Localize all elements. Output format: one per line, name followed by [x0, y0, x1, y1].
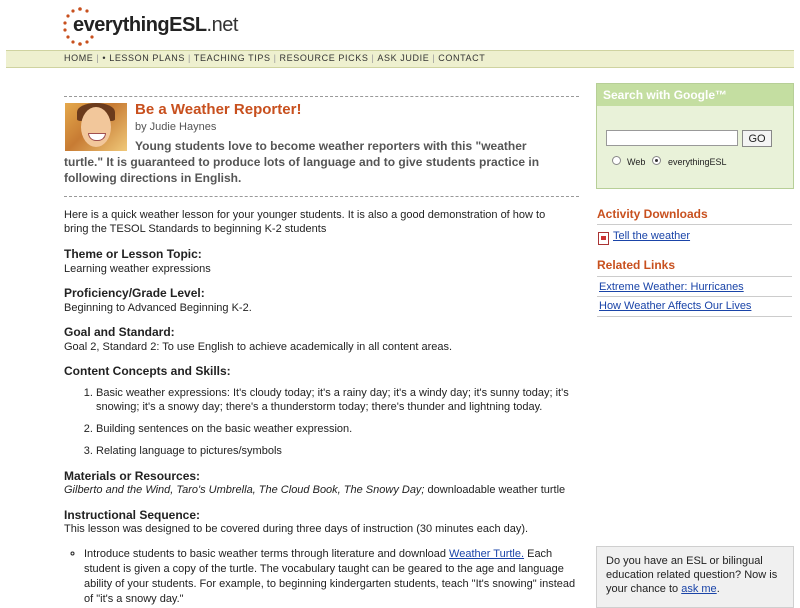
ask-me-link[interactable]: ask me [681, 583, 717, 595]
sequence-text: This lesson was designed to be covered during three days of instruction (30 minutes each day). [64, 523, 529, 535]
radio-web[interactable] [612, 156, 621, 165]
proficiency-heading: Proficiency/Grade Level: [64, 286, 205, 300]
theme-text: Learning weather expressions [64, 263, 211, 275]
nav-contact[interactable]: CONTACT [438, 53, 486, 63]
materials-book-titles: Gilberto and the Wind, Taro's Umbrella, The Cloud Book, The Snowy Day; [64, 484, 425, 496]
related-link-weather-affects[interactable]: How Weather Affects Our Lives [599, 300, 752, 312]
materials-rest: downloadable weather turtle [424, 484, 566, 496]
materials-text [64, 484, 565, 496]
tell-the-weather-link[interactable]: Tell the weather [613, 230, 691, 242]
list-item: 2. Building sentences on the basic weather expression. [96, 422, 596, 436]
proficiency-text: Beginning to Advanced Beginning K-2. [64, 302, 252, 314]
sequence-list [64, 547, 584, 607]
nav-ask-judie[interactable]: ASK JUDIE [377, 53, 430, 63]
ask-judie-box [596, 546, 794, 608]
goal-text: Goal 2, Standard 2: To use English to achieve academically in all content areas. [64, 341, 453, 353]
dashed-divider [64, 196, 579, 197]
search-input[interactable] [606, 130, 738, 146]
dashed-divider [64, 96, 579, 97]
materials-heading: Materials or Resources: [64, 469, 201, 483]
article-intro: Young students love to become weather reporters with this "weather turtle." It is guaranteed to produce lots of language and to give students practice in following directions in English. [64, 139, 540, 185]
divider [597, 224, 792, 225]
search-box-title: Search with Google™ [597, 84, 793, 106]
site-logo[interactable] [62, 6, 262, 46]
author-byline: by Judie Haynes [135, 121, 217, 133]
list-item: 3. Relating language to pictures/symbols [96, 444, 596, 458]
list-item: ◦ Introduce students to basic weather terms through literature and download Weather Turtle. Each student is given a copy of the turtle. The vocabulary taught can be geared to the age and language ability of your students. For example, to beginning kindergarten students, teach "It's snowing" instead of "it's a snowy day." [84, 547, 584, 607]
divider [597, 296, 792, 297]
weather-turtle-link[interactable]: Weather Turtle. [449, 548, 525, 560]
divider [597, 316, 792, 317]
nav-lesson-plans[interactable]: • LESSON PLANS [102, 53, 185, 63]
related-link-hurricanes[interactable]: Extreme Weather: Hurricanes [599, 281, 744, 293]
list-item: 1. Basic weather expressions: It's cloudy today; it's a rainy day; it's a windy day; it's sunny today; it's snowing; it's a snowy day; there's a thunderstorm today; there's thunder and lightning today. [96, 386, 596, 414]
theme-heading: Theme or Lesson Topic: [64, 247, 202, 261]
nav-teaching-tips[interactable]: TEACHING TIPS [193, 53, 271, 63]
logo-wordmark: everythingESL.net [73, 14, 238, 36]
sequence-heading: Instructional Sequence: [64, 508, 201, 522]
nav-resource-picks[interactable]: RESOURCE PICKS [279, 53, 369, 63]
skills-list [64, 386, 596, 466]
top-navigation: HOME | • LESSON PLANS | TEACHING TIPS | RESOURCE PICKS | ASK JUDIE | CONTACT [6, 50, 794, 68]
google-search-box [596, 83, 794, 189]
ask-text: Do you have an ESL or bilingual education related question? Now is your chance to ask me. [606, 555, 778, 595]
radio-everythingesl-label: everythingESL [668, 157, 727, 167]
divider [597, 276, 792, 277]
nav-home[interactable]: HOME [64, 53, 94, 63]
page-title: Be a Weather Reporter! [135, 101, 302, 118]
go-button[interactable]: GO [742, 130, 772, 147]
goal-heading: Goal and Standard: [64, 325, 175, 339]
activity-downloads-heading: Activity Downloads [597, 207, 708, 221]
skills-heading: Content Concepts and Skills: [64, 364, 231, 378]
related-links-heading: Related Links [597, 258, 676, 272]
radio-web-label: Web [627, 157, 646, 167]
pdf-icon [598, 232, 609, 245]
radio-everythingesl[interactable] [652, 156, 661, 165]
lesson-summary: Here is a quick weather lesson for your younger students. It is also a good demonstration of how to bring the TESOL Standards to beginning K-2 students [64, 209, 546, 235]
